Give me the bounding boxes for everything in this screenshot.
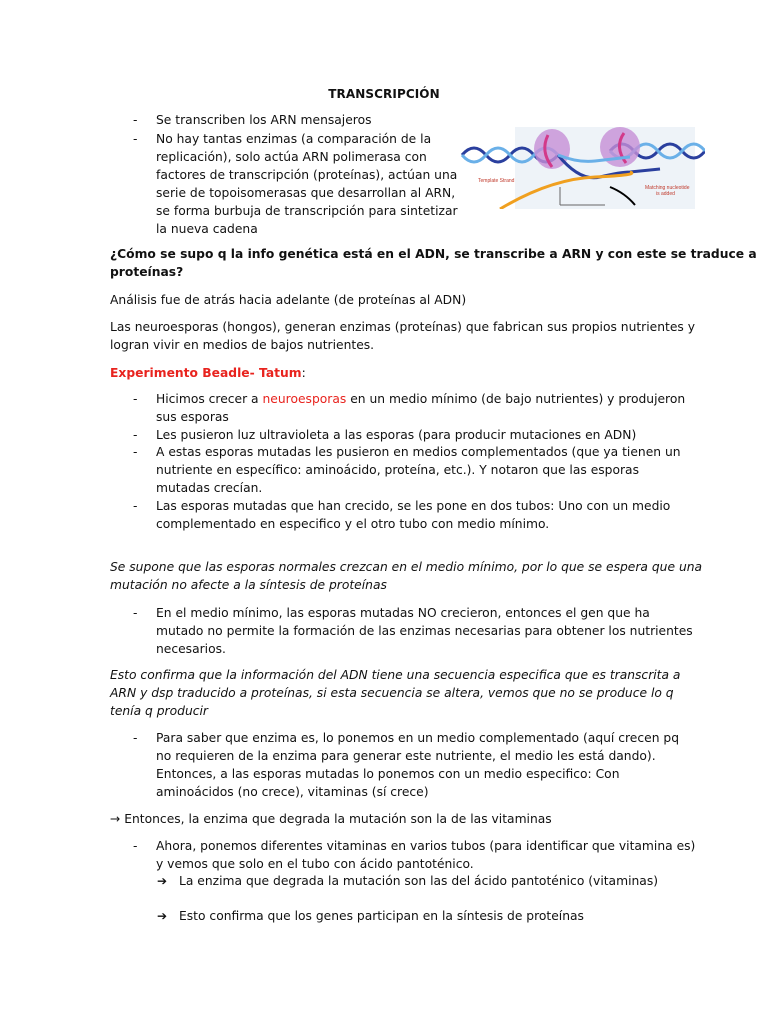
question-line-1: ¿Cómo se supo q la info genética está en el ADN, se transcribe a ARN y con este se traduce a: [110, 247, 757, 261]
bullet-dash: -: [133, 445, 138, 459]
exp-bullet-4-line: complementado en especifico y el otro tubo con medio mínimo.: [156, 517, 550, 531]
italic-note-2-line-3: tenía q producir: [110, 704, 208, 718]
italic-note-1-line-1: Se supone que las esporas normales crezcan en el medio mínimo, por lo que se espera que una: [110, 560, 703, 574]
bullet-dash: -: [133, 428, 138, 442]
intro-bullet-2-line: la nueva cadena: [156, 222, 258, 236]
italic-note-2-line-1: Esto confirma que la información del ADN tiene una secuencia especifica que es transcrita a: [110, 668, 681, 682]
exp-bullet-1-post: en un medio mínimo (de bajo nutrientes) y produjeron: [346, 392, 686, 406]
sub-conclusion-2: Esto confirma que los genes participan en la síntesis de proteínas: [179, 909, 584, 923]
exp-bullet-1: [156, 390, 685, 408]
bullet-dash: -: [133, 392, 138, 406]
exp-bullet-2: Les pusieron luz ultravioleta a las esporas (para producir mutaciones en ADN): [156, 428, 637, 442]
intro-bullet-2-line: replicación), solo actúa ARN polimerasa con: [156, 150, 427, 164]
experiment-name: Experimento Beadle- Tatum: [110, 366, 302, 380]
vitamins-bullet-line: y vemos que solo en el tubo con ácido pantoténico.: [156, 857, 474, 871]
intro-bullet-1: Se transcriben los ARN mensajeros: [156, 113, 372, 127]
enzyme-bullet-line: Entonces, a las esporas mutadas lo ponemos con un medio especifico: Con: [156, 767, 620, 781]
bullet-dash: -: [133, 839, 138, 853]
sub-conclusion-1: La enzima que degrada la mutación son las del ácido pantoténico (vitaminas): [179, 874, 659, 888]
intro-bullet-2-line: se forma burbuja de transcripción para sintetizar: [156, 204, 458, 218]
matching-nucleotide-label-2: is added: [656, 191, 675, 197]
italic-note-1-line-2: mutación no afecte a la síntesis de proteínas: [110, 578, 387, 592]
bullet-dash: -: [133, 132, 138, 146]
intro-bullet-2: No hay tantas enzimas (a comparación de la: [156, 132, 432, 146]
bullet-dash: -: [133, 606, 138, 620]
enzyme-bullet: Para saber que enzima es, lo ponemos en un medio complementado (aquí crecen pq: [156, 731, 680, 745]
bullet-dash: -: [133, 499, 138, 513]
vitamins-bullet: Ahora, ponemos diferentes vitaminas en varios tubos (para identificar que vitamina es): [156, 839, 696, 853]
result-bullet-line: necesarios.: [156, 642, 226, 656]
experiment-heading: [110, 364, 306, 382]
conclusion-line: [110, 810, 552, 828]
exp-bullet-3-line: mutadas crecían.: [156, 481, 263, 495]
neurospora-line-2: logran vivir en medios de bajos nutrientes.: [110, 338, 375, 352]
exp-bullet-1-highlight: neuroesporas: [262, 392, 347, 406]
neurospora-line-1: Las neuroesporas (hongos), generan enzimas (proteínas) que fabrican sus propios nutrientes y: [110, 320, 695, 334]
matching-nucleotide-label: Matching nucleotide: [645, 185, 690, 191]
conclusion-text: Entonces, la enzima que degrada la mutación son la de las vitaminas: [124, 812, 552, 826]
exp-bullet-1-pre: Hicimos crecer a: [156, 392, 263, 406]
exp-bullet-3-line: nutriente en específico: aminoácido, proteína, etc.). Y notaron que las esporas: [156, 463, 639, 477]
enzyme-bullet-line: aminoácidos (no crece), vitaminas (sí crece): [156, 785, 429, 799]
intro-bullet-2-line: factores de transcripción (proteínas), actúan una: [156, 168, 458, 182]
question-line-2: proteínas?: [110, 265, 184, 279]
transcription-diagram: [460, 127, 705, 209]
bullet-dash: -: [133, 731, 138, 745]
experiment-colon: :: [301, 366, 306, 380]
sub-arrow-icon: ➔: [157, 909, 168, 923]
result-bullet: En el medio mínimo, las esporas mutadas NO crecieron, entonces el gen que ha: [156, 606, 650, 620]
italic-note-2-line-2: ARN y dsp traducido a proteínas, si esta secuencia se altera, vemos que no se produce lo q: [110, 686, 674, 700]
exp-bullet-1-line: sus esporas: [156, 410, 229, 424]
exp-bullet-4: Las esporas mutadas que han crecido, se les pone en dos tubos: Uno con un medio: [156, 499, 671, 513]
result-bullet-line: mutado no permite la formación de las enzimas necesarias para obtener los nutrientes: [156, 624, 693, 638]
enzyme-bullet-line: no requieren de la enzima para generar este nutriente, el medio les está dando).: [156, 749, 656, 763]
exp-bullet-3: A estas esporas mutadas les pusieron en medios complementados (que ya tienen un: [156, 445, 681, 459]
analysis-text: Análisis fue de atrás hacia adelante (de proteínas al ADN): [110, 293, 467, 307]
page-title: TRANSCRIPCIÓN: [328, 87, 440, 101]
template-strand-label: Template Strand: [478, 178, 515, 184]
bullet-dash: -: [133, 113, 138, 127]
right-arrow-icon: →: [110, 812, 121, 826]
intro-bullet-2-line: serie de topoisomerasas que desarrollan al ARN,: [156, 186, 456, 200]
sub-arrow-icon: ➔: [157, 874, 168, 888]
